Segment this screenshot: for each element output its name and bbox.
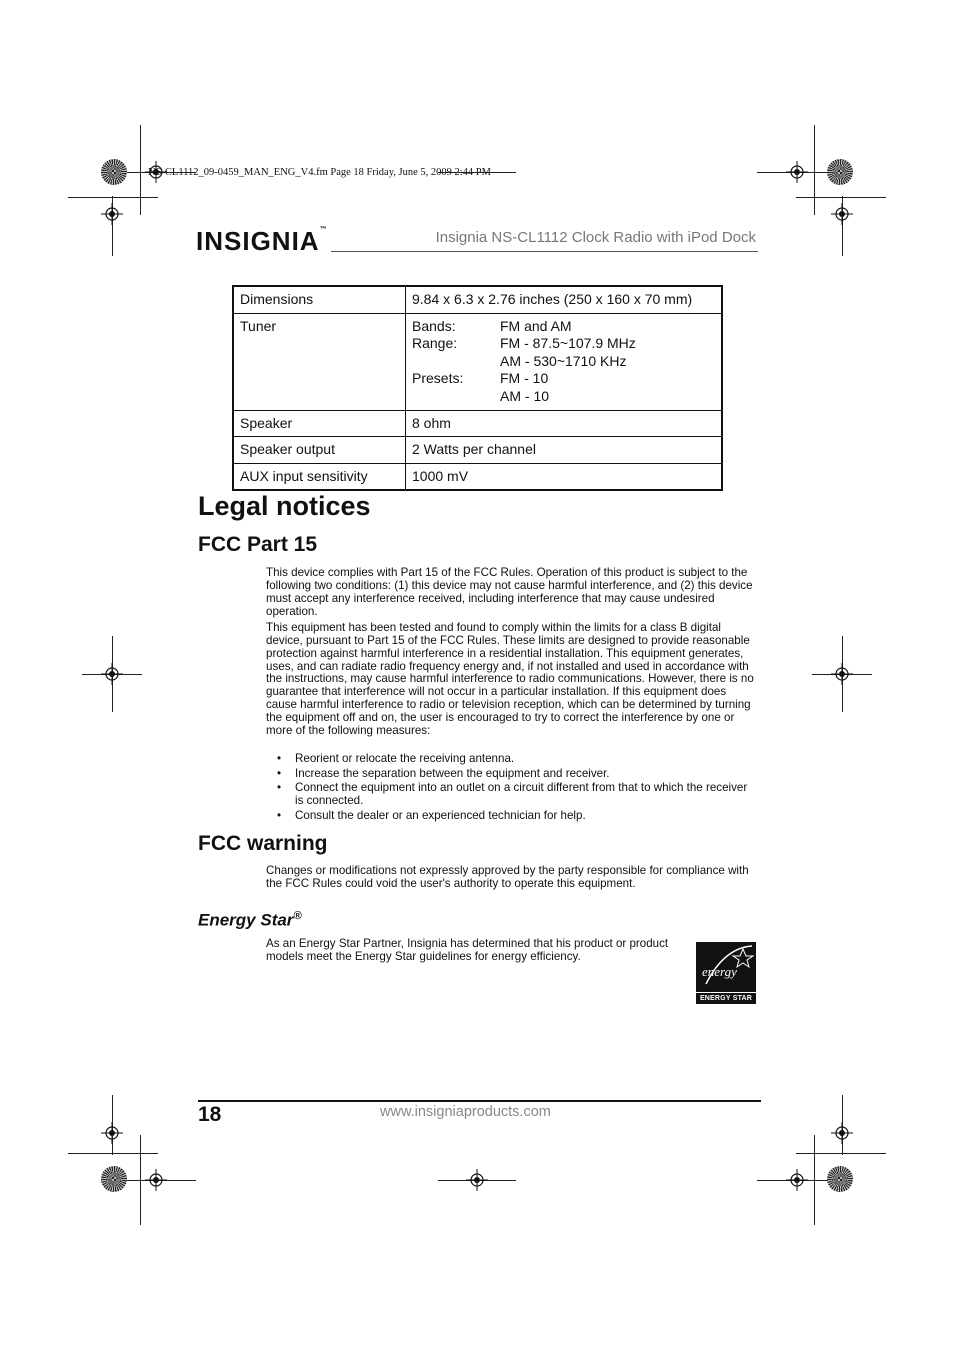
document-title: Insignia NS-CL1112 Clock Radio with iPod Dock — [435, 229, 756, 246]
file-info: NS-CL1112_09-0459_MAN_ENG_V4.fm Page 18 Friday, June 5, 2009 2:44 PM — [148, 167, 491, 178]
spec-value — [406, 313, 723, 410]
list-item: • Reorient or relocate the receiving antenna. — [266, 752, 756, 765]
specifications-table — [232, 285, 723, 491]
fcc-part-15-heading: FCC Part 15 — [198, 533, 318, 556]
registration-target-icon — [101, 1122, 123, 1144]
registration-target-icon — [831, 1122, 853, 1144]
spec-value: 8 ohm — [406, 410, 723, 437]
interference-measures-list — [266, 752, 756, 823]
spec-label: Speaker — [233, 410, 406, 437]
registered-symbol: ® — [293, 910, 302, 922]
spec-label: Tuner — [233, 313, 406, 410]
spec-value: 9.84 x 6.3 x 2.76 inches (250 x 160 x 70 mm) — [406, 286, 723, 313]
table-row — [233, 410, 722, 437]
registration-target-icon — [101, 663, 123, 685]
fcc-part-15-paragraph-1: This device complies with Part 15 of the FCC Rules. Operation of this product is subject to the following two conditions: (1) this device may not cause harmful interference, and (2) this device must accept any interference received, including interference that may cause undesired operation. — [266, 566, 753, 618]
tuner-range-key: Range: — [412, 335, 458, 352]
fcc-warning-heading: FCC warning — [198, 832, 328, 855]
table-row — [233, 437, 722, 464]
tuner-presets-am: AM - 10 — [500, 387, 550, 404]
energy-star-logo-label: ENERGY STAR — [699, 995, 753, 1002]
brand-name: INSIGNIA — [196, 226, 320, 256]
spec-label: AUX input sensitivity — [233, 463, 406, 490]
tuner-presets-fm: FM - 10 — [500, 370, 549, 387]
registration-target-icon — [101, 203, 123, 225]
energy-star-logo-icon — [696, 942, 756, 1004]
tuner-bands-key: Bands: — [412, 317, 456, 334]
table-row — [233, 463, 722, 490]
registration-target-icon — [786, 161, 808, 183]
color-wheel-icon — [827, 159, 853, 185]
energy-script-label: energy — [702, 964, 737, 979]
fcc-warning-paragraph: Changes or modifications not expressly approved by the party responsible for compliance with the FCC Rules could void the user's authority to operate this equipment. — [266, 864, 749, 890]
list-item: • Increase the separation between the equipment and receiver. — [266, 767, 756, 780]
trademark-symbol: ™ — [319, 226, 327, 233]
color-wheel-icon — [827, 1166, 853, 1192]
table-row — [233, 286, 722, 313]
color-wheel-icon — [101, 159, 127, 185]
tuner-range-fm: FM - 87.5~107.9 MHz — [500, 335, 636, 352]
tuner-bands-value: FM and AM — [500, 317, 572, 334]
fcc-part-15-paragraph-2: This equipment has been tested and found to comply within the limits for a class B digital device, pursuant to Part 15 of the FCC Rules. These limits are designed to provide reasonable protection against harmful interference in a residential installation. This equipment generates, uses, and can radiate radio frequency energy and, if not installed and used in accordance with the instructions, may cause harmful interference to radio communications. However, there is no guarantee that interference will not occur in a particular installation. If this equipment does cause harmful interference to radio or television reception, which can be determined by turning the equipment off and on, the user is encouraged to try to correct the interference by one or more of the following measures: — [266, 621, 754, 737]
spec-value: 2 Watts per channel — [406, 437, 723, 464]
registration-target-icon — [831, 663, 853, 685]
spec-value: 1000 mV — [406, 463, 723, 490]
list-item: • Connect the equipment into an outlet on a circuit different from that to which the receiver is connected. — [266, 781, 756, 807]
energy-star-paragraph: As an Energy Star Partner, Insignia has determined that his product or product models meet the Energy Star guidelines for energy efficiency. — [266, 937, 669, 963]
page-number: 18 — [198, 1103, 222, 1126]
registration-target-icon — [145, 1169, 167, 1191]
legal-notices-heading: Legal notices — [198, 491, 371, 521]
list-item: • Consult the dealer or an experienced technician for help. — [266, 809, 756, 822]
tuner-range-am: AM - 530~1710 KHz — [500, 352, 627, 369]
registration-target-icon — [466, 1169, 488, 1191]
spec-label: Dimensions — [233, 286, 406, 313]
registration-target-icon — [831, 203, 853, 225]
energy-star-heading: Energy Star® — [198, 910, 302, 930]
footer-url: www.insigniaproducts.com — [380, 1104, 551, 1120]
table-row — [233, 313, 722, 410]
color-wheel-icon — [101, 1166, 127, 1192]
brand-logo — [196, 226, 327, 257]
footer-rule — [198, 1100, 761, 1102]
header-rule — [331, 251, 758, 252]
spec-label: Speaker output — [233, 437, 406, 464]
tuner-presets-key: Presets: — [412, 370, 464, 387]
registration-target-icon — [786, 1169, 808, 1191]
